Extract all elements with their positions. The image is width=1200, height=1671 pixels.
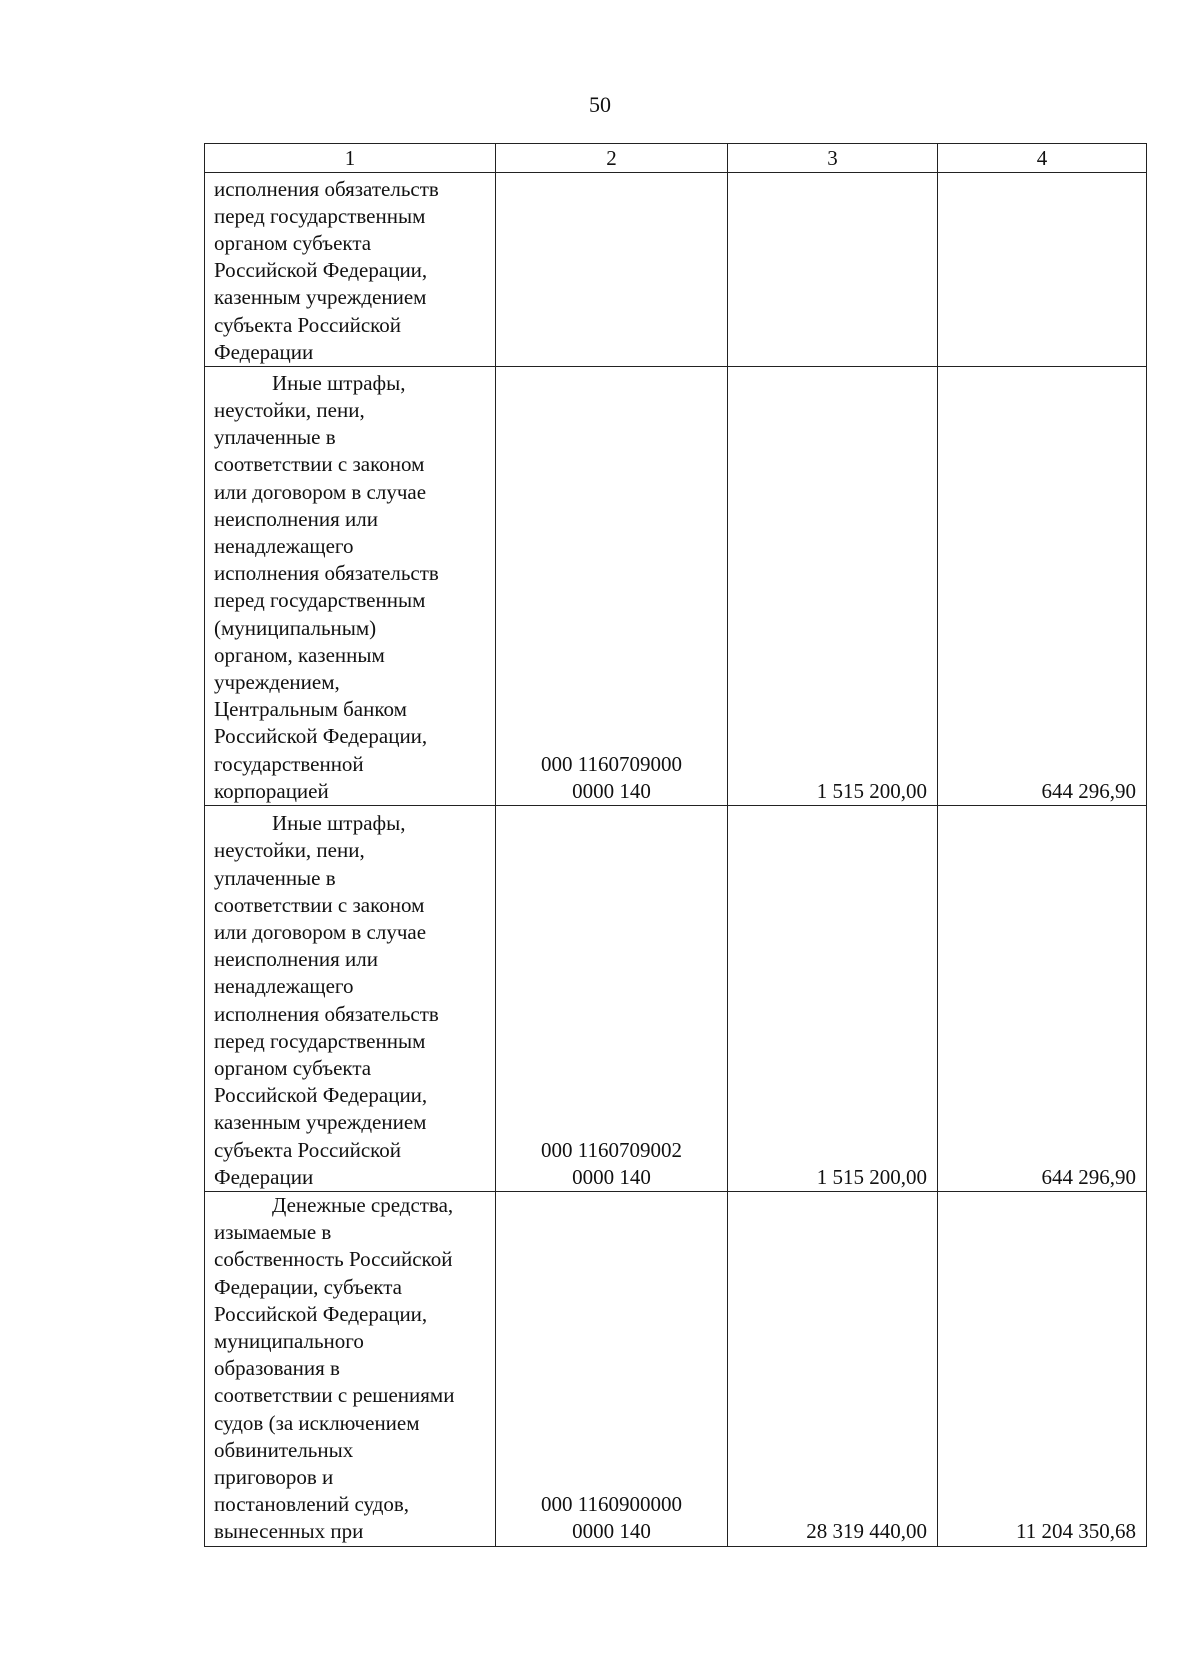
code-line: 000 1160900000: [541, 1492, 682, 1517]
description-line: учреждением,: [214, 669, 340, 694]
description-line: органом субъекта: [214, 230, 372, 255]
description-line: соответствии с законом: [214, 892, 425, 917]
description-line: ненадлежащего: [214, 974, 354, 999]
code-line: 0000 140: [572, 778, 651, 803]
description-line: перед государственным: [214, 203, 426, 228]
description-line: государственной: [214, 751, 364, 776]
row-amount-plan: 1 515 200,00: [728, 806, 938, 1192]
description-line: неустойки, пени,: [214, 397, 365, 422]
table-row: [205, 1192, 1147, 1547]
row-amount-actual: 11 204 350,68: [938, 1192, 1147, 1547]
code-line: 000 1160709000: [541, 751, 682, 776]
description-line: уплаченные в: [214, 425, 336, 450]
description-line: органом субъекта: [214, 1055, 372, 1080]
table-header-row: [205, 144, 1147, 173]
description-line: соответствии с законом: [214, 452, 425, 477]
row-code: [496, 367, 728, 806]
table-row: [205, 806, 1147, 1192]
column-header-3: 3: [728, 144, 938, 173]
description-line: постановлений судов,: [214, 1492, 410, 1517]
description-line: Российской Федерации,: [214, 724, 428, 749]
description-line: казенным учреждением: [214, 285, 427, 310]
row-amount-plan: 28 319 440,00: [728, 1192, 938, 1547]
description-line: Центральным банком: [214, 697, 407, 722]
description-line: или договором в случае: [214, 479, 427, 504]
description-line: Российской Федерации,: [214, 1301, 428, 1326]
row-amount-plan: 1 515 200,00: [728, 367, 938, 806]
description-line: исполнения обязательств: [214, 1001, 439, 1026]
description-line: Федерации, субъекта: [214, 1274, 402, 1299]
description-line: вынесенных при: [214, 1519, 364, 1544]
table-row: [205, 367, 1147, 806]
description-line: ненадлежащего: [214, 533, 354, 558]
description-line: обвинительных: [214, 1437, 354, 1462]
description-line: Иные штрафы,: [272, 811, 406, 836]
description-line: неустойки, пени,: [214, 838, 365, 863]
budget-table: [204, 143, 1147, 1547]
column-header-4: 4: [938, 144, 1147, 173]
description-line: перед государственным: [214, 588, 426, 613]
code-line: 0000 140: [572, 1164, 651, 1189]
row-code: [496, 806, 728, 1192]
description-line: казенным учреждением: [214, 1110, 427, 1135]
row-amount-actual: 644 296,90: [938, 367, 1147, 806]
description-line: Российской Федерации,: [214, 1083, 428, 1108]
description-line: субъекта Российской: [214, 1137, 402, 1162]
description-line: судов (за исключением: [214, 1410, 420, 1435]
row-amount-plan: [728, 173, 938, 367]
description-line: перед государственным: [214, 1028, 426, 1053]
column-header-2: 2: [496, 144, 728, 173]
row-code: [496, 173, 728, 367]
code-line: 000 1160709002: [541, 1137, 682, 1162]
description-line: исполнения обязательств: [214, 561, 439, 586]
description-line: образования в: [214, 1356, 340, 1381]
description-line: Денежные средства,: [272, 1193, 454, 1217]
description-line: субъекта Российской: [214, 312, 402, 337]
description-line: (муниципальным): [214, 615, 377, 640]
description-line: органом, казенным: [214, 642, 385, 667]
description-line: неисполнения или: [214, 506, 378, 531]
description-line: соответствии с решениями: [214, 1383, 455, 1408]
row-description: [205, 173, 496, 367]
row-amount-actual: [938, 173, 1147, 367]
description-line: уплаченные в: [214, 865, 336, 890]
description-line: собственность Российской: [214, 1247, 453, 1272]
description-line: Федерации: [214, 1164, 314, 1189]
description-line: приговоров и: [214, 1465, 334, 1490]
row-description: [205, 806, 496, 1192]
row-description: [205, 1192, 496, 1547]
column-header-1: 1: [205, 144, 496, 173]
row-description: [205, 367, 496, 806]
description-line: муниципального: [214, 1329, 364, 1354]
description-line: неисполнения или: [214, 947, 378, 972]
table-row: [205, 173, 1147, 367]
description-line: Федерации: [214, 339, 314, 364]
page-number: 50: [589, 92, 611, 117]
description-line: исполнения обязательств: [214, 176, 439, 201]
description-line: Иные штрафы,: [272, 370, 406, 395]
description-line: Российской Федерации,: [214, 258, 428, 283]
description-line: корпорацией: [214, 778, 329, 803]
row-amount-actual: 644 296,90: [938, 806, 1147, 1192]
description-line: или договором в случае: [214, 919, 427, 944]
row-code: [496, 1192, 728, 1547]
code-line: 0000 140: [572, 1519, 651, 1544]
description-line: изымаемые в: [214, 1220, 332, 1245]
